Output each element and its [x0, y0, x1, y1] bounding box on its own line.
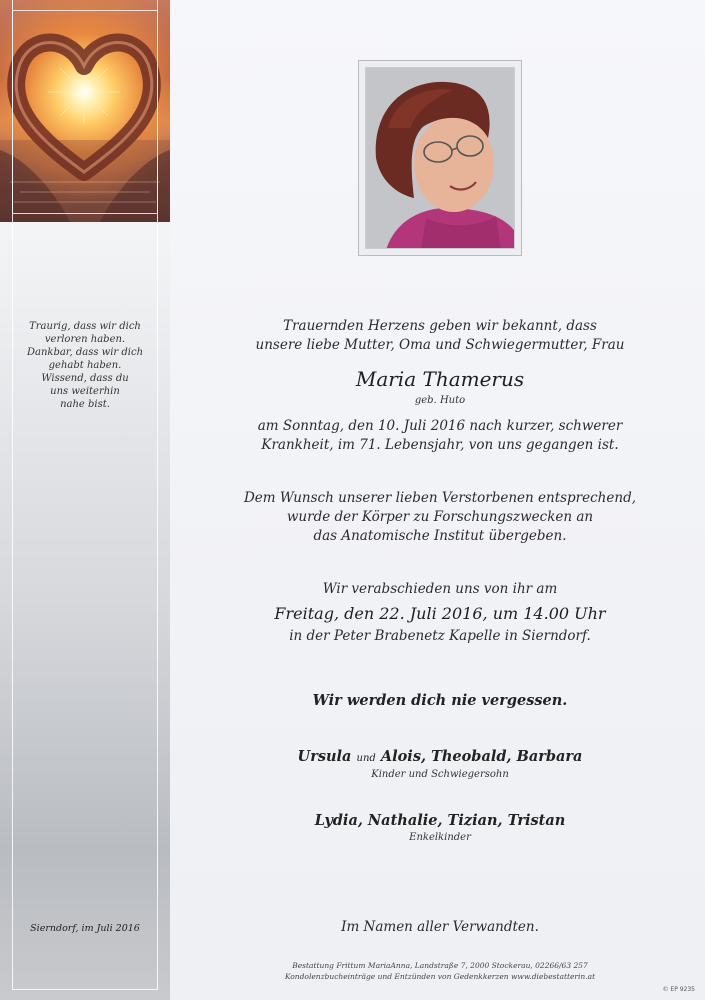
portrait-photo-frame [358, 60, 522, 256]
child-name: Ursula [297, 748, 352, 765]
grandchildren-names: Lydia, Nathalie, Tizian, Tristan [314, 812, 566, 829]
deceased-name: Maria Thamerus [355, 367, 525, 391]
print-code: © EP 9235 [662, 986, 695, 993]
quote-line: Dankbar, dass wir dich [26, 347, 144, 358]
child-names-rest: Alois, Theobald, Barbara [380, 748, 583, 765]
wish-line: Dem Wunsch unserer lieben Verstorbenen entsprechend, [243, 490, 636, 506]
sidebar-frame-line [12, 0, 158, 990]
closing-line: Im Namen aller Verwandten. [341, 919, 539, 935]
portrait-person-icon [366, 68, 515, 249]
grandchildren-role: Enkelkinder [409, 832, 471, 843]
quote-line: verloren haben. [44, 334, 126, 345]
intro-line: unsere liebe Mutter, Oma und Schwiegermutter, Frau [255, 337, 625, 353]
children-names [180, 748, 700, 765]
farewell-place: in der Peter Brabenetz Kapelle in Sierndorf. [289, 628, 591, 644]
farewell-date: Freitag, den 22. Juli 2016, um 14.00 Uhr [274, 604, 606, 623]
undertaker-line: Bestattung Frittum MariaAnna, Landstraße 7, 2000 Stockerau, 02266/63 257 [292, 961, 588, 970]
never-forget: Wir werden dich nie vergessen. [312, 692, 568, 709]
portrait-photo [365, 67, 515, 249]
condolence-line: Kondolenzbucheinträge und Entzünden von Gedenkkerzen www.diebestatterin.at [284, 972, 596, 981]
death-line: Krankheit, im 71. Lebensjahr, von uns gegangen ist. [261, 437, 619, 453]
quote-line: nahe bist. [60, 399, 110, 410]
quote-line: gehabt haben. [48, 360, 122, 371]
place-date: Sierndorf, im Juli 2016 [30, 923, 140, 934]
quote-line: uns weiterhin [50, 386, 120, 397]
death-line: am Sonntag, den 10. Juli 2016 nach kurzer, schwerer [257, 418, 623, 434]
children-role: Kinder und Schwiegersohn [371, 769, 509, 780]
farewell-intro: Wir verabschieden uns von ihr am [322, 581, 558, 597]
und-word: und [356, 753, 376, 764]
wish-line: das Anatomische Institut übergeben. [313, 528, 567, 544]
birth-name: geb. Huto [414, 395, 466, 406]
sidebar-quote [20, 320, 150, 411]
sidebar-panel [0, 0, 170, 1000]
quote-line: Wissend, dass du [41, 373, 129, 384]
intro-line: Trauernden Herzens geben wir bekannt, dass [283, 318, 597, 334]
quote-line: Traurig, dass wir dich [29, 321, 141, 332]
wish-line: wurde der Körper zu Forschungszwecken an [286, 509, 594, 525]
